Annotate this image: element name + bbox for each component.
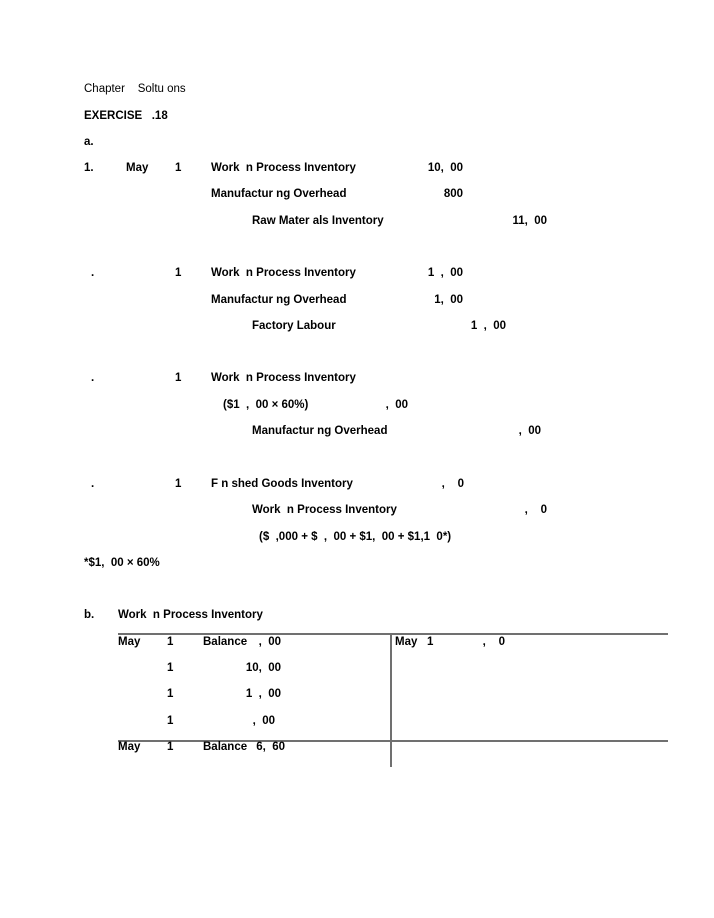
entry-account-credit: Manufactur ng Overhead: [252, 425, 388, 437]
balance-month: May: [118, 741, 141, 753]
credit-row-month: May: [395, 636, 418, 648]
credit-amount: , 00: [518, 425, 541, 437]
entry-account-credit: Work n Process Inventory: [252, 504, 397, 516]
debit-row-amount: , 00: [258, 636, 281, 648]
entry-account-debit: Work n Process Inventory: [211, 267, 356, 279]
footnote: *$1, 00 × 60%: [84, 557, 160, 569]
part-a-label: a.: [84, 136, 94, 148]
entry-account-debit: Work n Process Inventory: [211, 372, 356, 384]
debit-row-day: 1: [167, 662, 174, 674]
debit-amount: 1 , 00: [427, 267, 463, 279]
entry-day: 1: [175, 372, 182, 384]
credit-amount: 1 , 00: [470, 320, 506, 332]
balance-desc: Balance: [203, 741, 248, 753]
debit-row-amount: 10, 00: [245, 662, 281, 674]
balance-day: 1: [167, 741, 174, 753]
debit-row-amount: , 00: [252, 715, 275, 727]
debit-row-day: 1: [167, 715, 174, 727]
entry-month: May: [126, 162, 149, 174]
entry-account-credit: Raw Mater als Inventory: [252, 215, 384, 227]
entry-day: 1: [175, 162, 182, 174]
entry-number: .: [91, 267, 95, 279]
credit-row-amount: , 0: [482, 636, 505, 648]
t-account-divider: [390, 633, 392, 767]
entry-day: 1: [175, 267, 182, 279]
entry-day: 1: [175, 478, 182, 490]
part-b-label: b.: [84, 609, 95, 621]
debit-row-amount: 1 , 00: [245, 688, 281, 700]
t-account-title: Work n Process Inventory: [118, 609, 263, 621]
debit-amount: 1, 00: [434, 294, 463, 306]
entry-account-debit: Manufactur ng Overhead: [211, 294, 347, 306]
debit-row-day: 1: [167, 688, 174, 700]
entry-number: 1.: [84, 162, 94, 174]
exercise-title: EXERCISE .18: [84, 110, 168, 122]
entry-account-debit: Manufactur ng Overhead: [211, 188, 347, 200]
entry-calculation: ($ ,000 + $ , 00 + $1, 00 + $1,1 0*): [259, 531, 452, 543]
credit-amount: , 0: [524, 504, 547, 516]
balance-amount: 6, 60: [256, 741, 285, 753]
chapter-heading: Chapter Soltu ons: [84, 83, 186, 95]
entry-account-debit: F n shed Goods Inventory: [211, 478, 353, 490]
credit-amount: 11, 00: [512, 215, 547, 227]
debit-amount: 10, 00: [427, 162, 463, 174]
entry-account-debit: Work n Process Inventory: [211, 162, 356, 174]
debit-row-month: May: [118, 636, 141, 648]
credit-row-day: 1: [427, 636, 434, 648]
t-account-top-rule: [118, 633, 668, 635]
entry-calculation: ($1 , 00 × 60%): [223, 399, 309, 411]
debit-row-desc: Balance: [203, 636, 248, 648]
entry-number: .: [91, 478, 95, 490]
debit-row-day: 1: [167, 636, 174, 648]
debit-amount: , 00: [385, 399, 408, 411]
entry-account-credit: Factory Labour: [252, 320, 336, 332]
debit-amount: 800: [443, 188, 463, 200]
entry-number: .: [91, 372, 95, 384]
debit-amount: , 0: [441, 478, 464, 490]
t-account-balance-rule: [118, 740, 668, 742]
